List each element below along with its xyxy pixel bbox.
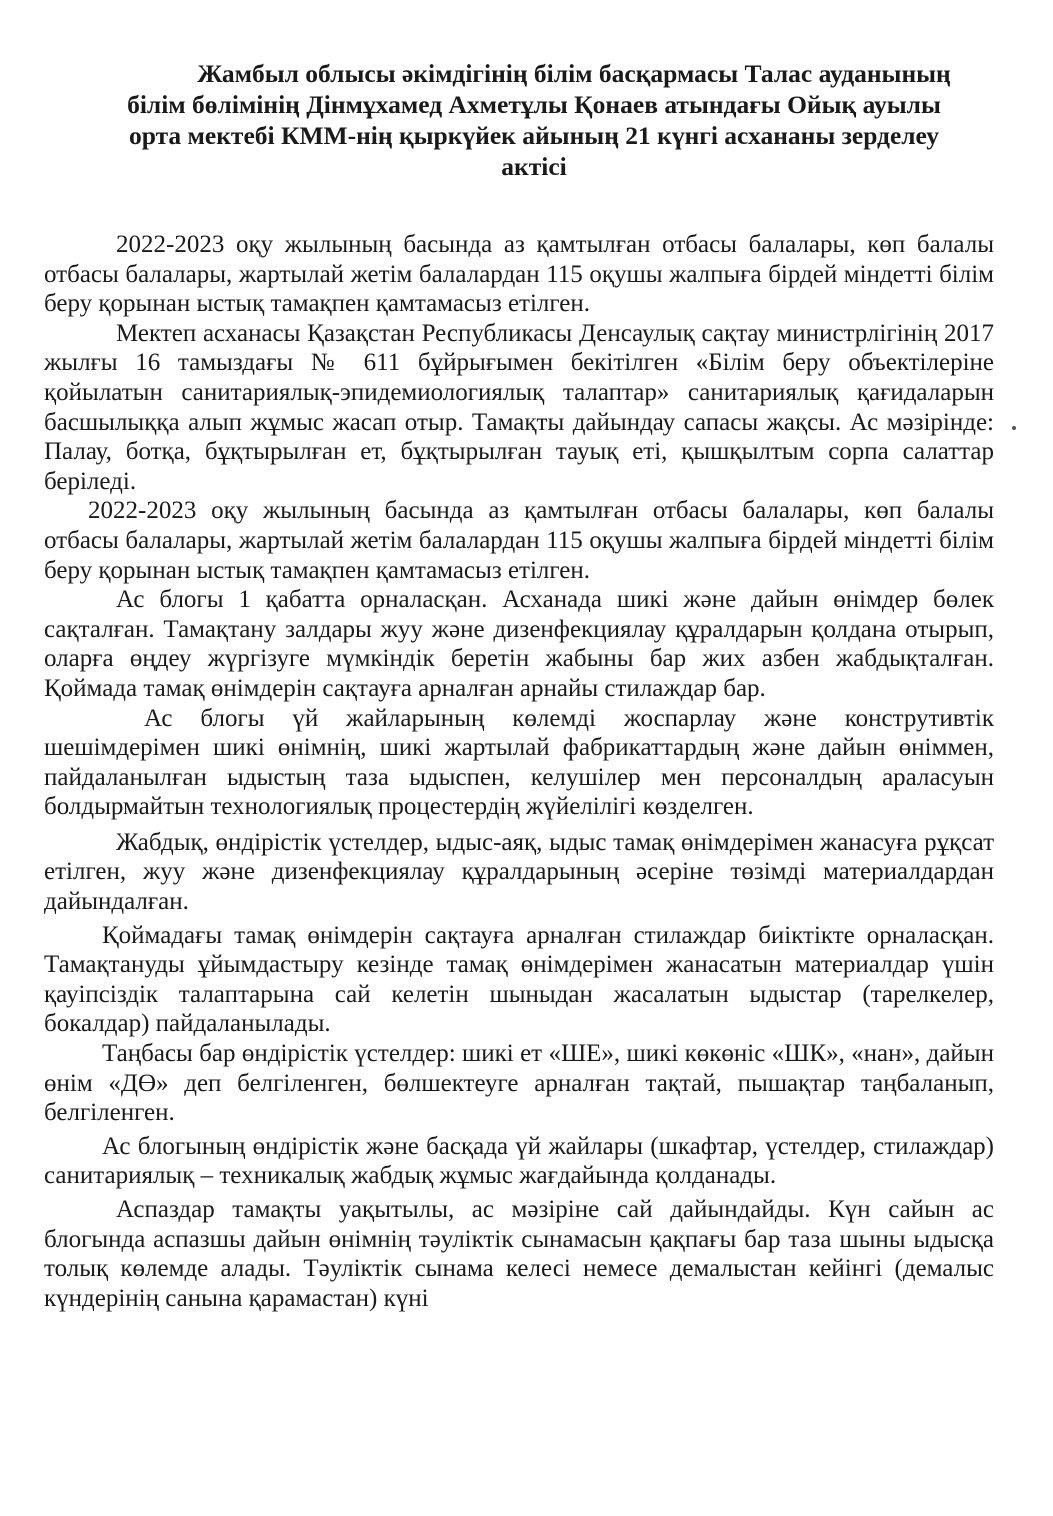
paragraph-rooms-condition: Ас блогының өндірістік және басқада үй жайлары (шкафтар, үстелдер, стилаждар) санитариялық – техникалық жабдық жұмыс жағдайында қолданады. (44, 1132, 994, 1190)
title-line-3: орта мектебі КММ-нің қыркүйек айының 21 күнгі асхананы зерделеу (128, 121, 939, 150)
paragraph-layout-planning: Ас блогы үй жайларының көлемді жоспарлау және конструтивтік шешімдерімен шикі өнімнің, шикі жартылай фабрикаттардың және дайын өніммен, пайдаланылған ыдыстың таза ыдыспен, келушілер мен персоналдың араласуын болдырмайтын технологиялық процестердің жүйелілігі көзделген. (44, 704, 994, 821)
document-title (60, 58, 1008, 182)
paragraph-labelled-tables: Таңбасы бар өндірістік үстелдер: шикі ет «ШЕ», шикі көкөніс «ШК», «нан», дайын өнім «ДӨ» деп белгіленген, бөлшектеуге арналған тақтай, пышақтар таңбаланып, белгіленген. (44, 1040, 994, 1127)
paragraph-storage-racks: Қоймадағы тамақ өнімдерін сақтауға арналған стилаждар биіктікте орналасқан. Тамақтануды ұйымдастыру кезінде тамақ өнімдерімен жанасатын материалдар үшін қауіпсіздік талаптарына сай келетін шыныдан жасалатын ыдыстар (тарелкелер, бокалдар) пайдаланылады. (44, 921, 994, 1038)
paragraph-equipment: Жабдық, өндірістік үстелдер, ыдыс-аяқ, ыдыс тамақ өнімдерімен жанасуға рұқсат етілген, жуу және дизенфекциялау құралдарының әсеріне төзімді материалдардан дайындалған. (44, 828, 994, 916)
paragraph-food-block: Ас блогы 1 қабатта орналасқан. Асханада шикі және дайын өнімдер бөлек сақталған. Тамақтану залдары жуу және дизенфекциялау құралдарын қолдана отырып, оларға өңдеу жүргізуге мүмкіндік беретін жабыны бар жих азбен жабдықталған. Қоймада тамақ өнімдерін сақтауға арналған арнайы стилаждар бар. (44, 586, 994, 702)
paragraph-meal-provision-repeat: 2022-2023 оқу жылының басында аз қамтылған отбасы балалары, көп балалы отбасы балалары, жартылай жетім балалардан 115 оқушы жалпыға бірдей міндетті білім беру қорынан ыстық тамақпен қамтамасыз етілген. (44, 497, 994, 584)
paragraph-meal-provision: 2022-2023 оқу жылының басында аз қамтылған отбасы балалары, көп балалы отбасы балалары, жартылай жетім балалардан 115 оқушы жалпыға бірдей міндетті білім беру қорынан ыстық тамақпен қамтамасыз етілген. (44, 231, 994, 318)
paragraph-cooks-samples: Аспаздар тамақты уақытылы, ас мәзіріне сай дайындайды. Күн сайын ас блогында аспазшы дайын өнімнің тәуліктік сынамасын қақпағы бар таза шыны ыдысқа толық көлемде алады. Тәуліктік сынама келесі немесе демалыстан кейінгі (демалыс күндерінің санына қарамастан) күні (44, 1196, 994, 1312)
document-body (44, 230, 994, 1313)
title-line-1: Жамбыл облысы әкімдігінің білім басқармасы Талас ауданының (197, 59, 951, 88)
title-line-2: білім бөлімінің Дінмұхамед Ахметұлы Қонаев атындағы Ойық ауылы (127, 90, 941, 119)
scan-speck (1012, 426, 1016, 430)
paragraph-sanitary-rules: Мектеп асханасы Қазақстан Республикасы Денсаулық сақтау министрлігінің 2017 жылғы 16 тамыздағы № 611 бұйрығымен бекітілген «Білім беру объектілеріне қойылатын санитариялық-эпидемиологиялық талаптар» санитариялық қағидаларын басшылыққа алып жұмыс жасап отыр. Тамақты дайындау сапасы жақсы. Ас мәзірінде: Палау, ботқа, бұқтырылған ет, бұқтырылған тауық еті, қышқылтым сорпа салаттар беріледі. (44, 319, 994, 495)
title-line-4: актісі (501, 152, 567, 181)
